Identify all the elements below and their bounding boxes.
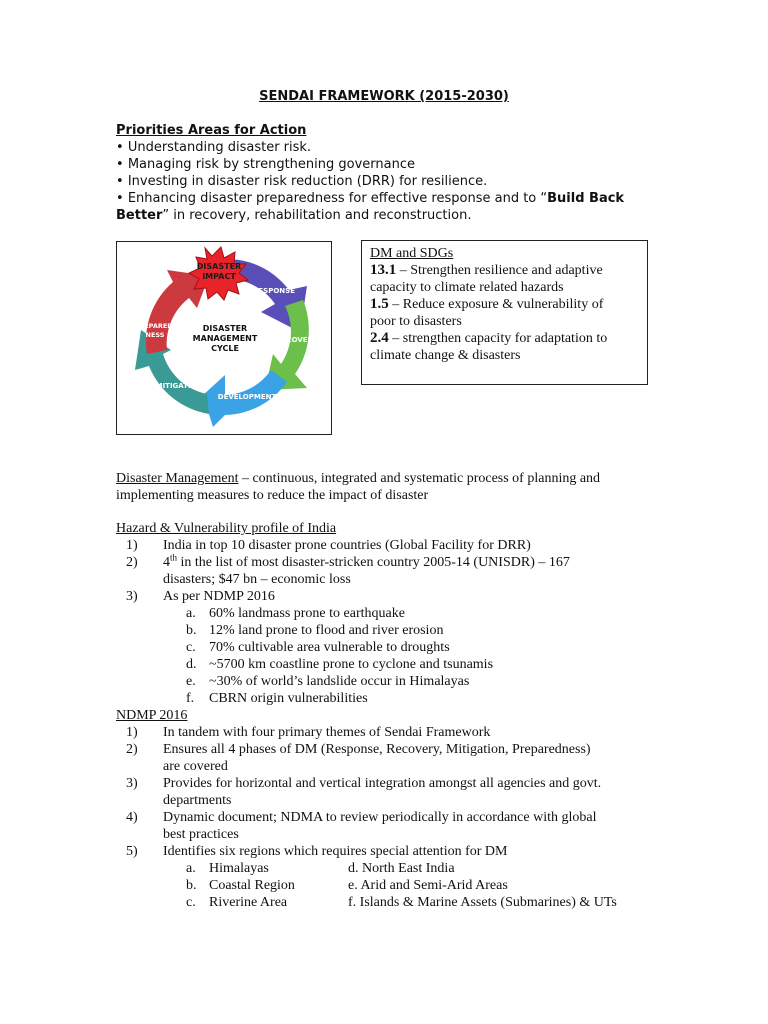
sdg-number: 13.1 (370, 262, 397, 278)
region-row (116, 877, 676, 894)
list-item (116, 741, 676, 758)
sub-letter: c. (186, 895, 196, 910)
priority-item: • Investing in disaster risk reduction (DRR) for resilience. (116, 173, 624, 190)
list-item (116, 588, 676, 605)
sub-item (116, 656, 676, 673)
sdg-dash: – (396, 263, 411, 278)
list-item (116, 775, 676, 792)
sub-text: 70% cultivable area vulnerable to droughts (209, 640, 450, 655)
ndmp-heading: NDMP 2016 (116, 708, 188, 723)
dm-cycle-diagram (117, 242, 330, 433)
sub-item (116, 639, 676, 656)
hazard-section (116, 520, 676, 911)
dm-definition (116, 470, 656, 504)
preparedness-label-1: PREPARED- (134, 322, 176, 330)
mitigation-label: MITIGATION (155, 382, 203, 390)
sub-letter: b. (186, 623, 197, 638)
priority-text: Enhancing disaster preparedness for effective response and to “ (127, 191, 548, 206)
center-label-3: CYCLE (211, 344, 239, 353)
sdg-item-cont: climate change & disasters (370, 348, 521, 363)
sub-letter: b. (186, 878, 197, 893)
list-item-cont: disasters; $47 bn – economic loss (163, 572, 351, 587)
preparedness-label-2: NESS (145, 331, 165, 339)
list-item-cont: best practices (163, 827, 239, 842)
list-text: in the list of most disaster-stricken country 2005-14 (UNISDR) – 167 (177, 555, 570, 570)
region-left: Coastal Region (209, 878, 295, 893)
list-number: 2) (126, 742, 138, 757)
list-number: 5) (126, 844, 138, 859)
center-label-1: DISASTER (202, 324, 248, 333)
region-row (116, 894, 676, 911)
list-item-cont: departments (163, 793, 232, 808)
priorities-section (116, 122, 624, 224)
sdgs-heading: DM and SDGs (370, 246, 454, 261)
sub-text: ~5700 km coastline prone to cyclone and tsunamis (209, 657, 494, 672)
sdg-item (370, 262, 639, 279)
sub-text: 60% landmass prone to earthquake (209, 606, 405, 621)
sdg-text: strengthen capacity for adaptation to (402, 331, 608, 346)
list-text: India in top 10 disaster prone countries (Global Facility for DRR) (163, 538, 531, 553)
superscript: th (170, 552, 178, 563)
list-number: 2) (126, 555, 138, 570)
priorities-heading: Priorities Areas for Action (116, 123, 307, 138)
region-right: d. North East India (348, 861, 455, 876)
sub-letter: e. (186, 674, 196, 689)
list-text: Provides for horizontal and vertical integration amongst all agencies and govt. (163, 776, 602, 791)
list-item-cont: are covered (163, 759, 228, 774)
list-text: Ensures all 4 phases of DM (Response, Recovery, Mitigation, Preparedness) (163, 742, 591, 757)
impact-label-1: DISASTER (196, 262, 242, 271)
list-text: Identifies six regions which requires special attention for DM (163, 844, 508, 859)
sub-text: CBRN origin vulnerabilities (209, 691, 368, 706)
sdgs-box (361, 240, 648, 385)
priority-bold: Better (116, 208, 163, 223)
sub-text: 12% land prone to flood and river erosion (209, 623, 444, 638)
sdg-dash: – (388, 331, 403, 346)
priority-item: • Managing risk by strengthening governance (116, 156, 624, 173)
sub-item (116, 622, 676, 639)
sub-item (116, 673, 676, 690)
sdg-dash: – (388, 297, 403, 312)
list-number: 1) (126, 725, 138, 740)
list-item (116, 843, 676, 860)
list-number: 1) (126, 538, 138, 553)
response-label: RESPONSE (253, 287, 295, 295)
list-item (116, 724, 676, 741)
sub-letter: c. (186, 640, 196, 655)
sdg-number: 1.5 (370, 296, 389, 312)
sdg-item (370, 330, 639, 347)
sdg-text: Reduce exposure & vulnerability of (402, 297, 604, 312)
dm-def-text: – continuous, integrated and systematic process of planning and (238, 471, 601, 486)
dm-term: Disaster Management (116, 471, 239, 486)
priority-item: • Understanding disaster risk. (116, 139, 624, 156)
sub-item (116, 690, 676, 707)
priority-bold: Build Back (547, 191, 625, 206)
development-label: DEVELOPMENT (217, 393, 277, 401)
list-text: Dynamic document; NDMA to review periodically in accordance with global (163, 810, 597, 825)
page-title: SENDAI FRAMEWORK (2015-2030) (259, 89, 509, 104)
list-number: 4) (126, 810, 138, 825)
list-number: 3) (126, 776, 138, 791)
dm-cycle-figure (116, 241, 332, 435)
priority-item-cont (116, 207, 624, 224)
sub-letter: d. (186, 657, 197, 672)
sdg-number: 2.4 (370, 330, 389, 346)
priority-text: ” in recovery, rehabilitation and reconstruction. (162, 208, 472, 223)
list-text: In tandem with four primary themes of Sendai Framework (163, 725, 491, 740)
sub-letter: f. (186, 691, 195, 706)
dm-def-text: implementing measures to reduce the impact of disaster (116, 488, 429, 503)
priority-item: • Enhancing disaster preparedness for effective response and to “Build Back (116, 191, 625, 206)
list-item (116, 809, 676, 826)
hazard-heading: Hazard & Vulnerability profile of India (116, 521, 337, 536)
sub-letter: a. (186, 861, 196, 876)
sub-text: ~30% of world’s landslide occur in Himalayas (209, 674, 470, 689)
sdg-text: Strengthen resilience and adaptive (410, 263, 603, 278)
list-text: 4 (163, 555, 170, 570)
region-left: Himalayas (209, 861, 269, 876)
center-label-2: MANAGEMENT (192, 334, 258, 343)
sdg-item-cont: poor to disasters (370, 314, 462, 329)
region-right: e. Arid and Semi-Arid Areas (348, 878, 508, 893)
recovery-label: RECOVERY (276, 336, 318, 344)
sub-item (116, 605, 676, 622)
list-number: 3) (126, 589, 138, 604)
region-row (116, 860, 676, 877)
list-item (116, 554, 676, 571)
list-item (116, 537, 676, 554)
sdg-item (370, 296, 639, 313)
region-left: Riverine Area (209, 895, 288, 910)
region-right: f. Islands & Marine Assets (Submarines) & UTs (348, 895, 617, 910)
impact-label-2: IMPACT (202, 272, 236, 281)
sub-letter: a. (186, 606, 196, 621)
sdg-item-cont: capacity to climate related hazards (370, 280, 564, 295)
list-text: As per NDMP 2016 (163, 589, 275, 604)
